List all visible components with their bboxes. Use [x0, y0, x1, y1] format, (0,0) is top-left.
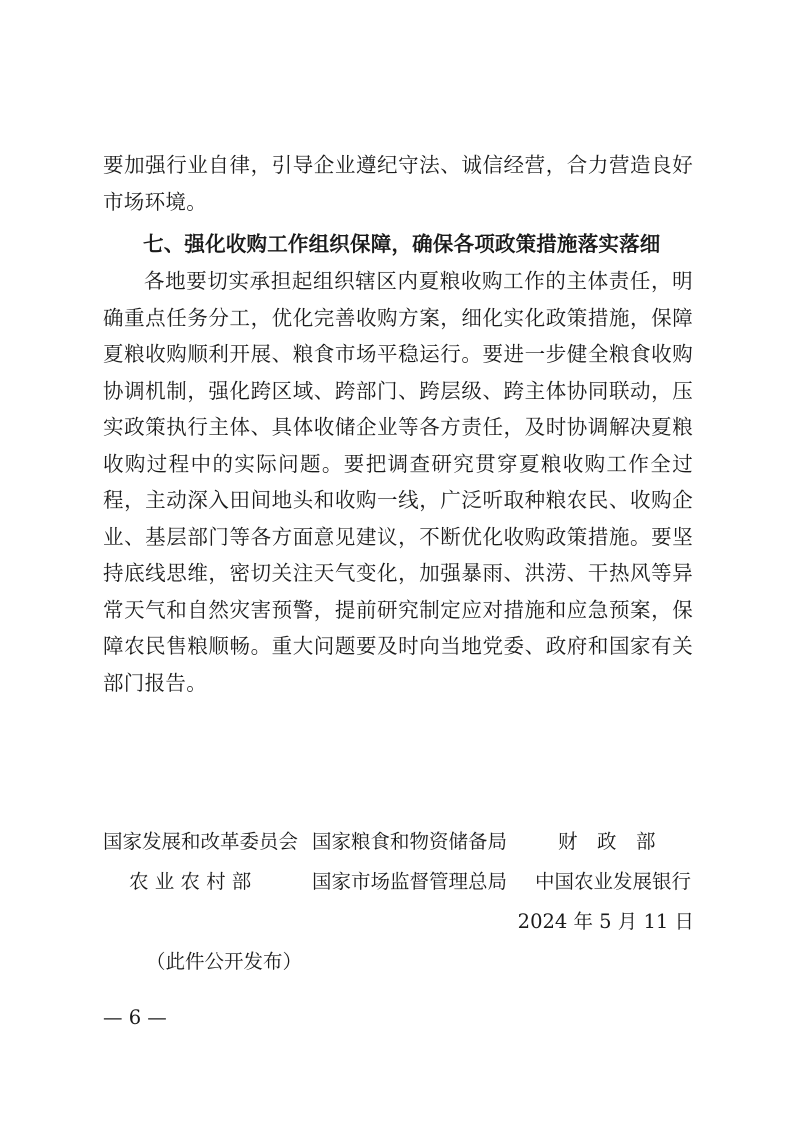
signatory-ndrc: 国家发展和改革委员会 [103, 830, 299, 853]
signatory-finance: 财 政 部 [558, 830, 656, 853]
page-number: — 6 — [103, 1006, 167, 1029]
document-date: 2024 年 5 月 11 日 [517, 910, 694, 933]
signatory-block [103, 818, 703, 898]
section-heading: 七、强化收购工作组织保障，确保各项政策措施落实落细 [143, 232, 661, 256]
signatory-row-1 [103, 818, 703, 858]
section-body-paragraph: 各地要切实承担起组织辖区内夏粮收购工作的主体责任，明确重点任务分工，优化完善收购方案，细化实化政策措施，保障夏粮收购顺利开展、粮食市场平稳运行。要进一步健全粮食收购协调机制，强化跨区域、跨部门、跨层级、跨主体协同联动，压实政策执行主体、具体收储企业等各方责任，及时协调解决夏粮收购过程中的实际问题。要把调查研究贯穿夏粮收购工作全过程，主动深入田间地头和收购一线，广泛听取种粮农民、收购企业、基层部门等各方面意见建议，不断优化收购政策措施。要坚持底线思维，密切关注天气变化，加强暴雨、洪涝、干热风等异常天气和自然灾害预警，提前研究制定应对措施和应急预案，保障农民售粮顺畅。重大问题要及时向当地党委、政府和国家有关部门报告。 [103, 269, 693, 695]
signatory-agriculture: 农 业 农 村 部 [129, 870, 252, 893]
signatory-market-regulation: 国家市场监督管理总局 [312, 870, 508, 893]
signatory-agri-bank: 中国农业发展银行 [535, 870, 692, 893]
paragraph-continuation: 要加强行业自律，引导企业遵纪守法、诚信经营，合力营造良好市场环境。 [103, 153, 693, 214]
publication-notice: （此件公开发布） [146, 950, 303, 973]
signatory-row-2 [103, 858, 703, 898]
signatory-grain-reserves: 国家粮食和物资储备局 [312, 830, 508, 853]
